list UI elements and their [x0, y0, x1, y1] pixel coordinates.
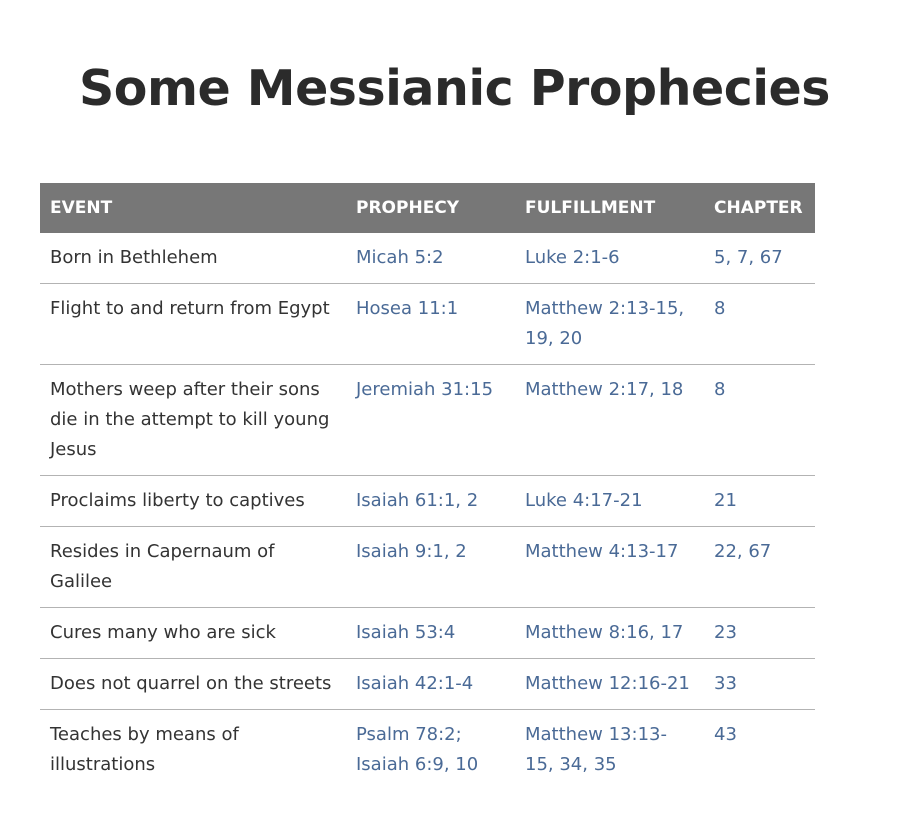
table-row — [40, 476, 815, 527]
prophecy-link[interactable]: Micah 5:2 — [346, 233, 515, 284]
prophecy-link[interactable]: Hosea 11:1 — [346, 284, 515, 365]
chapter-link[interactable]: 33 — [704, 659, 815, 710]
page-title: Some Messianic Prophecies — [79, 60, 830, 117]
event-cell: Resides in Capernaum of Galilee — [40, 527, 346, 608]
table-row — [40, 284, 815, 365]
table-row — [40, 659, 815, 710]
fulfillment-link[interactable]: Luke 2:1-6 — [515, 233, 704, 284]
table-row — [40, 233, 815, 284]
prophecy-link[interactable]: Isaiah 53:4 — [346, 608, 515, 659]
prophecy-link[interactable]: Psalm 78:2; Isaiah 6:9, 10 — [356, 724, 479, 775]
event-cell: Cures many who are sick — [40, 608, 346, 659]
event-cell: Proclaims liberty to captives — [40, 476, 346, 527]
header-event: EVENT — [40, 183, 346, 233]
table-row — [40, 527, 815, 608]
header-prophecy: PROPHECY — [346, 183, 515, 233]
chapter-link[interactable]: 21 — [704, 476, 815, 527]
header-chapter: CHAPTER — [704, 183, 815, 233]
prophecy-link[interactable]: Isaiah 42:1-4 — [346, 659, 515, 710]
fulfillment-link[interactable]: Matthew 12:16-21 — [515, 659, 704, 710]
prophecy-link[interactable]: Isaiah 9:1, 2 — [346, 527, 515, 608]
fulfillment-link[interactable]: Luke 4:17-21 — [515, 476, 704, 527]
fulfillment-link[interactable]: Matthew 8:16, 17 — [515, 608, 704, 659]
event-cell: Teaches by means of illustrations — [50, 724, 239, 775]
prophecy-link[interactable]: Jeremiah 31:15 — [346, 365, 515, 476]
event-cell: Mothers weep after their sons die in the attempt to kill young Jesus — [40, 365, 346, 476]
table-row — [40, 608, 815, 659]
table-header-row — [40, 183, 815, 233]
event-cell: Born in Bethlehem — [40, 233, 346, 284]
chapter-link[interactable]: 22, 67 — [704, 527, 815, 608]
chapter-link[interactable]: 43 — [714, 724, 737, 745]
fulfillment-link[interactable]: Matthew 2:17, 18 — [515, 365, 704, 476]
chapter-link[interactable]: 5, 7, 67 — [704, 233, 815, 284]
prophecy-link[interactable]: Isaiah 61:1, 2 — [346, 476, 515, 527]
table-row — [40, 365, 815, 476]
event-cell: Does not quarrel on the streets — [40, 659, 346, 710]
chapter-link[interactable]: 23 — [704, 608, 815, 659]
chapter-link[interactable]: 8 — [704, 365, 815, 476]
prophecy-table — [40, 183, 815, 790]
fulfillment-link[interactable]: Matthew 2:13-15, 19, 20 — [515, 284, 704, 365]
table-row — [40, 710, 815, 791]
event-cell: Flight to and return from Egypt — [40, 284, 346, 365]
fulfillment-link[interactable]: Matthew 4:13-17 — [515, 527, 704, 608]
header-fulfillment: FULFILLMENT — [515, 183, 704, 233]
fulfillment-link[interactable]: Matthew 13:13-15, 34, 35 — [525, 724, 667, 775]
chapter-link[interactable]: 8 — [704, 284, 815, 365]
